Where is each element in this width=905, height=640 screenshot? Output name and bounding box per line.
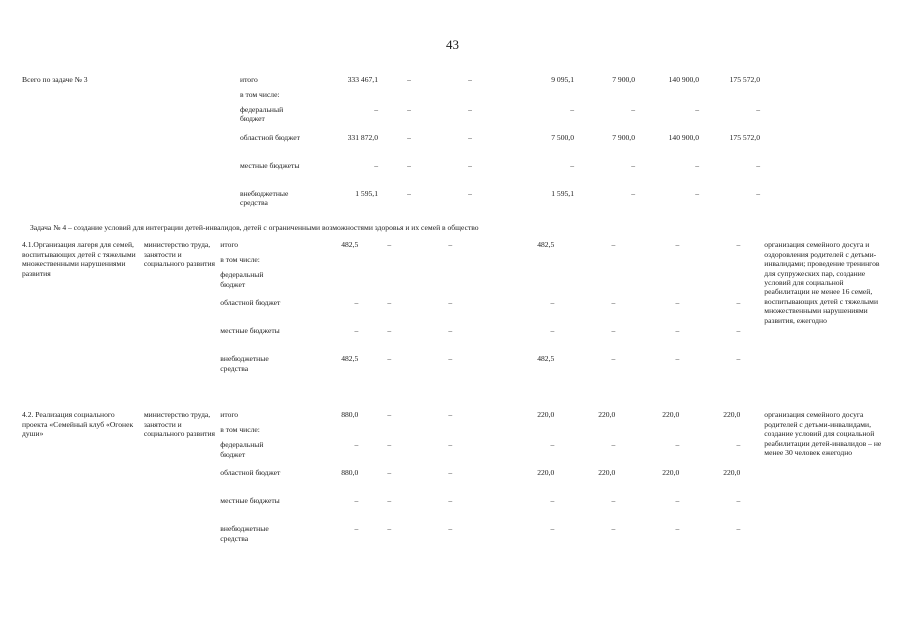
value-cell: –	[736, 524, 741, 534]
value-cell: 175 572,0	[729, 75, 760, 84]
page-number: 43	[446, 37, 459, 52]
spacer	[22, 382, 882, 410]
value-cell: –	[387, 298, 392, 308]
value-cell: –	[736, 354, 741, 364]
value-cell: –	[387, 240, 392, 250]
budget-table	[22, 75, 882, 552]
item-rows	[220, 240, 740, 382]
item-name: 4.1.Организация лагеря для семей, воспитывающих детей с тяжелыми множественными нарушениями развития	[22, 240, 136, 278]
value-cell: 482,5	[341, 240, 359, 250]
item-executor: министерство труда, занятости и социального развития	[143, 240, 216, 269]
value-cell: 175 572,0	[729, 133, 760, 142]
source-cell: областной бюджет	[240, 133, 300, 142]
value-cell: –	[448, 354, 453, 364]
source-cell: итого	[220, 240, 239, 250]
value-cell: 220,0	[723, 468, 741, 478]
source-cell: местные бюджеты	[220, 326, 280, 336]
value-cell: –	[756, 189, 760, 198]
value-cell: –	[407, 161, 411, 170]
value-cell: 333 467,1	[347, 75, 378, 84]
total-rows	[240, 75, 760, 217]
value-cell: –	[448, 524, 453, 534]
value-cell: –	[374, 105, 378, 114]
item-executor: министерство труда, занятости и социального развития	[143, 410, 216, 439]
value-cell: –	[631, 189, 635, 198]
value-cell: –	[675, 354, 680, 364]
value-cell: –	[756, 105, 760, 114]
value-cell: –	[611, 496, 616, 506]
value-cell: –	[736, 240, 741, 250]
table-row	[240, 161, 760, 189]
value-cell: –	[611, 440, 616, 450]
table-row	[220, 354, 740, 382]
value-cell: –	[448, 468, 453, 478]
table-row	[240, 105, 760, 133]
value-cell: 7 500,0	[551, 133, 574, 142]
value-cell: –	[374, 161, 378, 170]
source-cell: в том числе:	[220, 255, 260, 265]
value-cell: –	[448, 440, 453, 450]
value-cell: –	[675, 240, 680, 250]
value-cell: –	[387, 354, 392, 364]
value-cell: –	[468, 161, 472, 170]
source-cell: в том числе:	[220, 425, 260, 435]
source-cell: федеральный бюджет	[220, 270, 264, 289]
item-block-4-1	[22, 240, 882, 382]
value-cell: –	[448, 240, 453, 250]
total-label: Всего по задаче № 3	[22, 75, 88, 84]
value-cell: 220,0	[662, 468, 680, 478]
value-cell: –	[387, 440, 392, 450]
value-cell: –	[354, 298, 359, 308]
value-cell: –	[407, 133, 411, 142]
value-cell: –	[387, 410, 392, 420]
value-cell: –	[611, 240, 616, 250]
value-cell: –	[736, 440, 741, 450]
value-cell: –	[675, 496, 680, 506]
table-row	[220, 298, 740, 326]
value-cell: 1 595,1	[551, 189, 574, 198]
value-cell: 9 095,1	[551, 75, 574, 84]
value-cell: 220,0	[598, 468, 616, 478]
value-cell: 220,0	[537, 468, 555, 478]
table-row	[220, 440, 740, 468]
source-cell: местные бюджеты	[220, 496, 280, 506]
value-cell: –	[675, 298, 680, 308]
value-cell: –	[736, 298, 741, 308]
value-cell: –	[550, 524, 555, 534]
item-rows	[220, 410, 740, 552]
source-cell: внебюджетные средства	[220, 524, 269, 543]
value-cell: –	[611, 354, 616, 364]
table-row	[240, 75, 760, 90]
value-cell: –	[550, 496, 555, 506]
value-cell: 482,5	[341, 354, 359, 364]
item-name: 4.2. Реализация социального проекта «Семейный клуб «Огонек души»	[22, 410, 134, 439]
value-cell: 7 900,0	[612, 133, 635, 142]
value-cell: 880,0	[341, 468, 359, 478]
value-cell: 1 595,1	[355, 189, 378, 198]
value-cell: –	[387, 524, 392, 534]
value-cell: –	[387, 468, 392, 478]
value-cell: 220,0	[537, 410, 555, 420]
table-row	[220, 496, 740, 524]
value-cell: –	[611, 524, 616, 534]
table-row	[220, 240, 740, 255]
value-cell: 331 872,0	[347, 133, 378, 142]
value-cell: –	[675, 326, 680, 336]
value-cell: –	[468, 189, 472, 198]
value-cell: –	[448, 410, 453, 420]
value-cell: –	[354, 524, 359, 534]
source-cell: областной бюджет	[220, 298, 281, 308]
value-cell: –	[407, 189, 411, 198]
value-cell: –	[631, 161, 635, 170]
item-result: организация семейного досуга родителей с детьми-инвалидами, создание условий для социальной реабилитации детей-инвалидов – не менее 30 человек ежегодно	[764, 410, 882, 458]
table-row	[220, 255, 740, 270]
table-row	[220, 524, 740, 552]
value-cell: –	[736, 326, 741, 336]
value-cell: –	[611, 298, 616, 308]
value-cell: 220,0	[598, 410, 616, 420]
value-cell: 482,5	[537, 354, 555, 364]
value-cell: –	[675, 524, 680, 534]
value-cell: 140 900,0	[668, 133, 699, 142]
table-row	[220, 410, 740, 425]
value-cell: –	[695, 189, 699, 198]
value-cell: 482,5	[537, 240, 555, 250]
value-cell: –	[756, 161, 760, 170]
item-result: организация семейного досуга и оздоровления родителей с детьми-инвалидами; проведение тренингов для супружеских пар, создание условий для социальной реабилитации не менее 16 семей, воспитывающих детей с тяжелыми множественными нарушениями развития, ежегодно	[764, 240, 880, 325]
value-cell: –	[550, 326, 555, 336]
value-cell: –	[387, 326, 392, 336]
task-heading: Задача № 4 – создание условий для интеграции детей-инвалидов, детей с ограниченными возможностями здоровья и их семей в общество	[30, 223, 479, 232]
source-cell: областной бюджет	[220, 468, 281, 478]
source-cell: местные бюджеты	[240, 161, 300, 170]
item-block-4-2	[22, 410, 882, 552]
value-cell: –	[448, 496, 453, 506]
value-cell: –	[631, 105, 635, 114]
value-cell: –	[675, 440, 680, 450]
value-cell: –	[468, 105, 472, 114]
table-row	[240, 90, 760, 105]
value-cell: –	[570, 105, 574, 114]
value-cell: –	[570, 161, 574, 170]
table-row	[220, 425, 740, 440]
value-cell: –	[695, 161, 699, 170]
value-cell: –	[354, 440, 359, 450]
value-cell: –	[387, 496, 392, 506]
value-cell: –	[550, 298, 555, 308]
source-cell: федеральный бюджет	[220, 440, 264, 459]
value-cell: –	[695, 105, 699, 114]
table-row	[220, 326, 740, 354]
value-cell: –	[407, 105, 411, 114]
value-cell: 880,0	[341, 410, 359, 420]
value-cell: –	[611, 326, 616, 336]
source-cell: федеральный бюджет	[240, 105, 284, 124]
value-cell: 220,0	[723, 410, 741, 420]
table-row	[240, 189, 760, 217]
value-cell: –	[468, 133, 472, 142]
value-cell: –	[354, 496, 359, 506]
table-row	[220, 468, 740, 496]
table-row	[240, 133, 760, 161]
value-cell: –	[448, 326, 453, 336]
source-cell: внебюджетные средства	[220, 354, 269, 373]
value-cell: –	[354, 326, 359, 336]
value-cell: –	[407, 75, 411, 84]
value-cell: –	[468, 75, 472, 84]
value-cell: 7 900,0	[612, 75, 635, 84]
value-cell: 220,0	[662, 410, 680, 420]
source-cell: итого	[220, 410, 239, 420]
source-cell: итого	[240, 75, 258, 84]
value-cell: –	[550, 440, 555, 450]
value-cell: –	[736, 496, 741, 506]
source-cell: в том числе:	[240, 90, 280, 99]
total-block	[22, 75, 882, 217]
value-cell: 140 900,0	[668, 75, 699, 84]
source-cell: внебюджетные средства	[240, 189, 289, 208]
value-cell: –	[448, 298, 453, 308]
table-row	[220, 270, 740, 298]
